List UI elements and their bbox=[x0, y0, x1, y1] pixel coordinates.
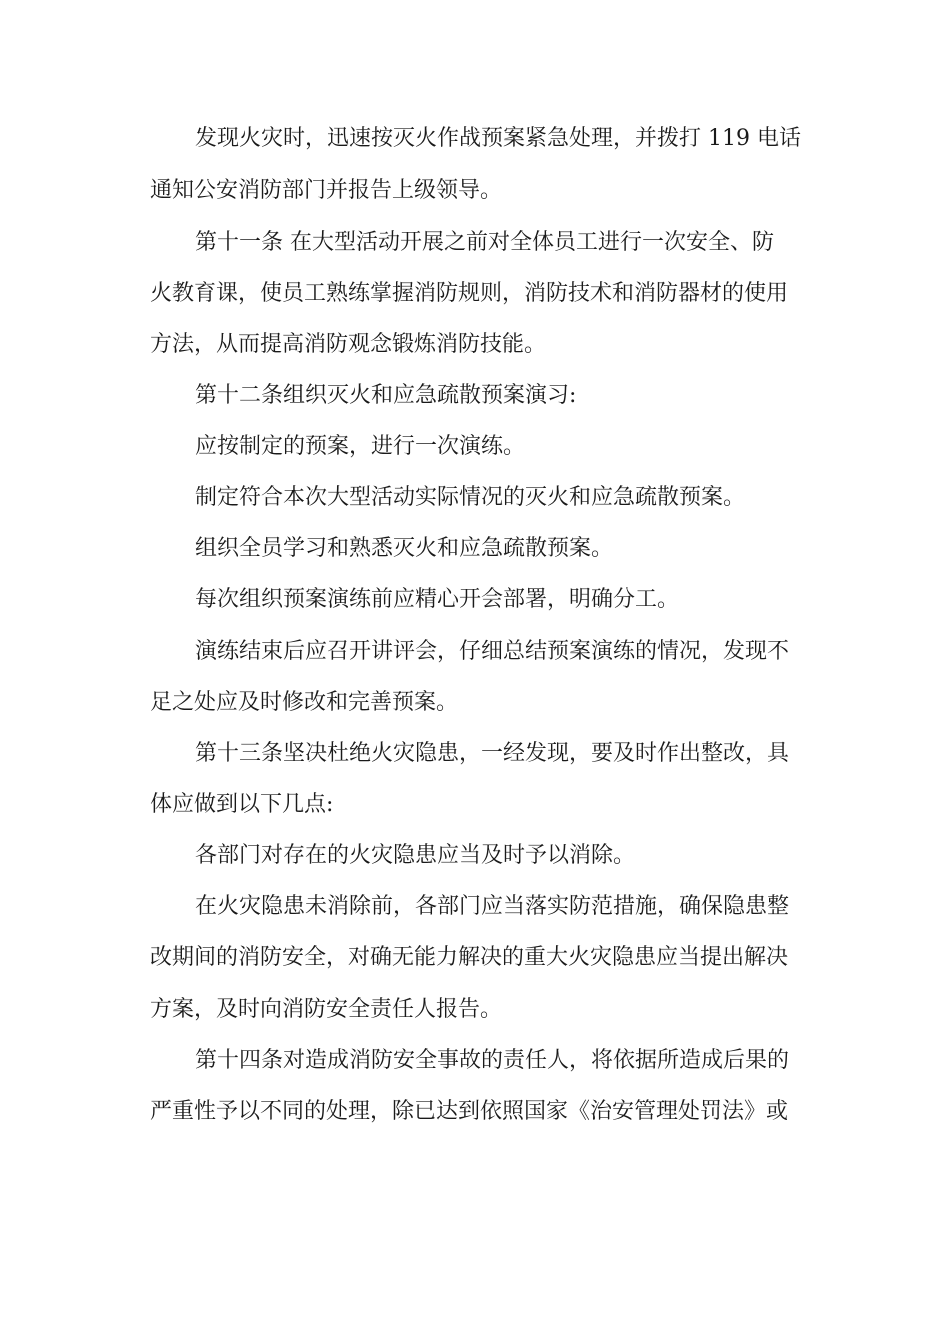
text-line: 每次组织预案演练前应精心开会部署，明确分工。 bbox=[195, 587, 680, 612]
text-line: 各部门对存在的火灾隐患应当及时予以消除。 bbox=[195, 843, 636, 868]
text-line: 组织全员学习和熟悉灭火和应急疏散预案。 bbox=[195, 536, 614, 561]
text-line: 体应做到以下几点: bbox=[150, 792, 334, 817]
text-line: 方案，及时向消防安全责任人报告。 bbox=[150, 997, 503, 1022]
text-line: 第十三条坚决杜绝火灾隐患，一经发现，要及时作出整改，具 bbox=[195, 741, 790, 766]
text-line: 方法，从而提高消防观念锻炼消防技能。 bbox=[150, 332, 547, 357]
text-line: 改期间的消防安全，对确无能力解决的重大火灾隐患应当提出解决 bbox=[150, 945, 789, 970]
text-line: 应按制定的预案，进行一次演练。 bbox=[195, 434, 526, 459]
text-line: 第十四条对造成消防安全事故的责任人，将依据所造成后果的 bbox=[195, 1048, 790, 1073]
text-line: 通知公安消防部门并报告上级领导。 bbox=[150, 178, 503, 203]
text-line: 第十一条 在大型活动开展之前对全体员工进行一次安全、防 bbox=[195, 230, 774, 255]
text-line: 制定符合本次大型活动实际情况的灭火和应急疏散预案。 bbox=[195, 485, 746, 510]
text-line: 严重性予以不同的处理，除已达到依照国家《治安管理处罚法》或 bbox=[150, 1099, 789, 1124]
text-line: 足之处应及时修改和完善预案。 bbox=[150, 690, 459, 715]
text-line: 演练结束后应召开讲评会，仔细总结预案演练的情况，发现不 bbox=[195, 639, 790, 664]
text-line: 第十二条组织灭火和应急疏散预案演习: bbox=[195, 383, 577, 408]
text-line: 火教育课，使员工熟练掌握消防规则，消防技术和消防器材的使用 bbox=[150, 281, 789, 306]
text-line: 发现火灾时，迅速按灭火作战预案紧急处理，并拨打 119 电话 bbox=[195, 126, 801, 151]
text-line: 在火灾隐患未消除前，各部门应当落实防范措施，确保隐患整 bbox=[195, 894, 790, 919]
